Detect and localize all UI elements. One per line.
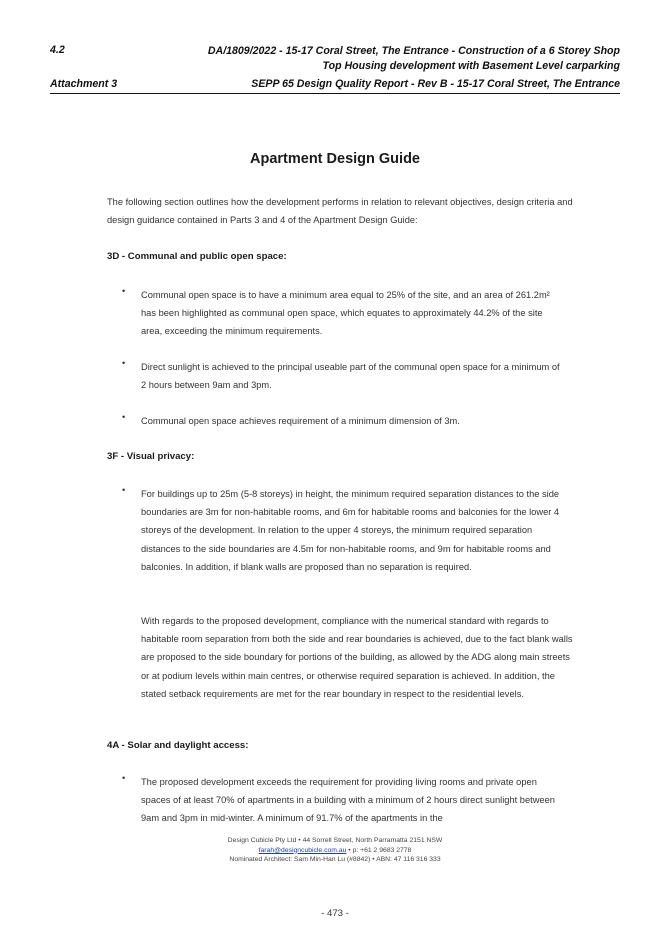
page-number: - 473 -	[321, 908, 349, 919]
footer-company-line: Design Cubicle Pty Ltd • 44 Sorrell Street, North Parramatta 2151 NSW	[227, 837, 443, 844]
footer-contact-line	[0, 846, 670, 856]
list-item	[122, 773, 555, 824]
footer-phone: • p: +61 2 9683 2778	[346, 846, 412, 854]
bullet-glyph: •	[122, 485, 126, 495]
agenda-title-line2: Top Housing development with Basement Level carparking	[322, 60, 620, 72]
list-item	[122, 286, 550, 337]
agenda-title	[160, 44, 620, 74]
bullet-glyph: •	[122, 286, 126, 296]
agenda-title-line1: DA/1809/2022 - 15-17 Coral Street, The Entrance - Construction of a 6 Storey Shop	[207, 45, 620, 57]
page-title: Apartment Design Guide	[250, 151, 420, 167]
list-item-text: For buildings up to 25m (5-8 storeys) in height, the minimum required separation distances to the side boundaries are 3m for non-habitable rooms, and 6m for habitable rooms and balconies for the lower 4 storeys of the development. In relation to the upper 4 storeys, the minimum required separation distances to the side boundaries are 4.5m for non-habitable rooms, and 9m for habitable rooms and balconies. In addition, if blank walls are proposed than no separation is required.	[141, 489, 560, 572]
page-footer	[0, 836, 670, 865]
bullet-glyph: •	[122, 773, 126, 783]
list-item	[122, 358, 560, 391]
report-title: SEPP 65 Design Quality Report - Rev B - 15-17 Coral Street, The Entrance	[251, 78, 620, 90]
bullet-glyph: •	[122, 412, 126, 422]
list-item-text: Communal open space is to have a minimum area equal to 25% of the site, and an area of 261.2m² has been highlighted as communal open space, which equates to approximately 44.2% of the site area, exceeding the minimum requirements.	[141, 290, 550, 337]
list-item-text: Direct sunlight is achieved to the principal useable part of the communal open space for a minimum of 2 hours between 9am and 3pm.	[141, 362, 560, 391]
attachment-header	[50, 78, 620, 94]
section-heading-3d: 3D - Communal and public open space:	[107, 251, 287, 262]
item-number: 4.2	[50, 44, 65, 56]
intro-paragraph: The following section outlines how the development performs in relation to relevant objectives, design criteria and design guidance contained in Parts 3 and 4 of the Apartment Design Guide:	[107, 197, 573, 226]
section-heading-4a: 4A - Solar and daylight access:	[107, 740, 249, 751]
footer-email-link[interactable]: farah@designcubicle.com.au	[258, 846, 347, 854]
attachment-label: Attachment 3	[50, 78, 118, 90]
list-item-text: The proposed development exceeds the requirement for providing living rooms and private open spaces of at least 70% of apartments in a building with a minimum of 2 hours direct sunlight between 9am and 3pm in mid-winter. A minimum of 91.7% of the apartments in the	[141, 777, 555, 824]
section-heading-3f: 3F - Visual privacy:	[107, 451, 195, 462]
visual-privacy-paragraph: With regards to the proposed development, compliance with the numerical standard with regards to habitable room separation from both the side and rear boundaries is achieved, due to the fact blank walls are proposed to the side boundary for portions of the building, as allowed by the ADG along main streets or at podium levels within main centres, or otherwise required separation is achieved. In addition, the stated setback requirements are met for the rear boundary in respect to the residential levels.	[141, 616, 573, 699]
bullet-glyph: •	[122, 358, 126, 368]
list-item-text: Communal open space achieves requirement of a minimum dimension of 3m.	[141, 416, 460, 426]
footer-architect-line: Nominated Architect: Sam Min-Han Lu (#8842) • ABN: 47 116 316 333	[229, 856, 441, 864]
list-item	[122, 485, 560, 572]
list-item	[122, 412, 460, 426]
